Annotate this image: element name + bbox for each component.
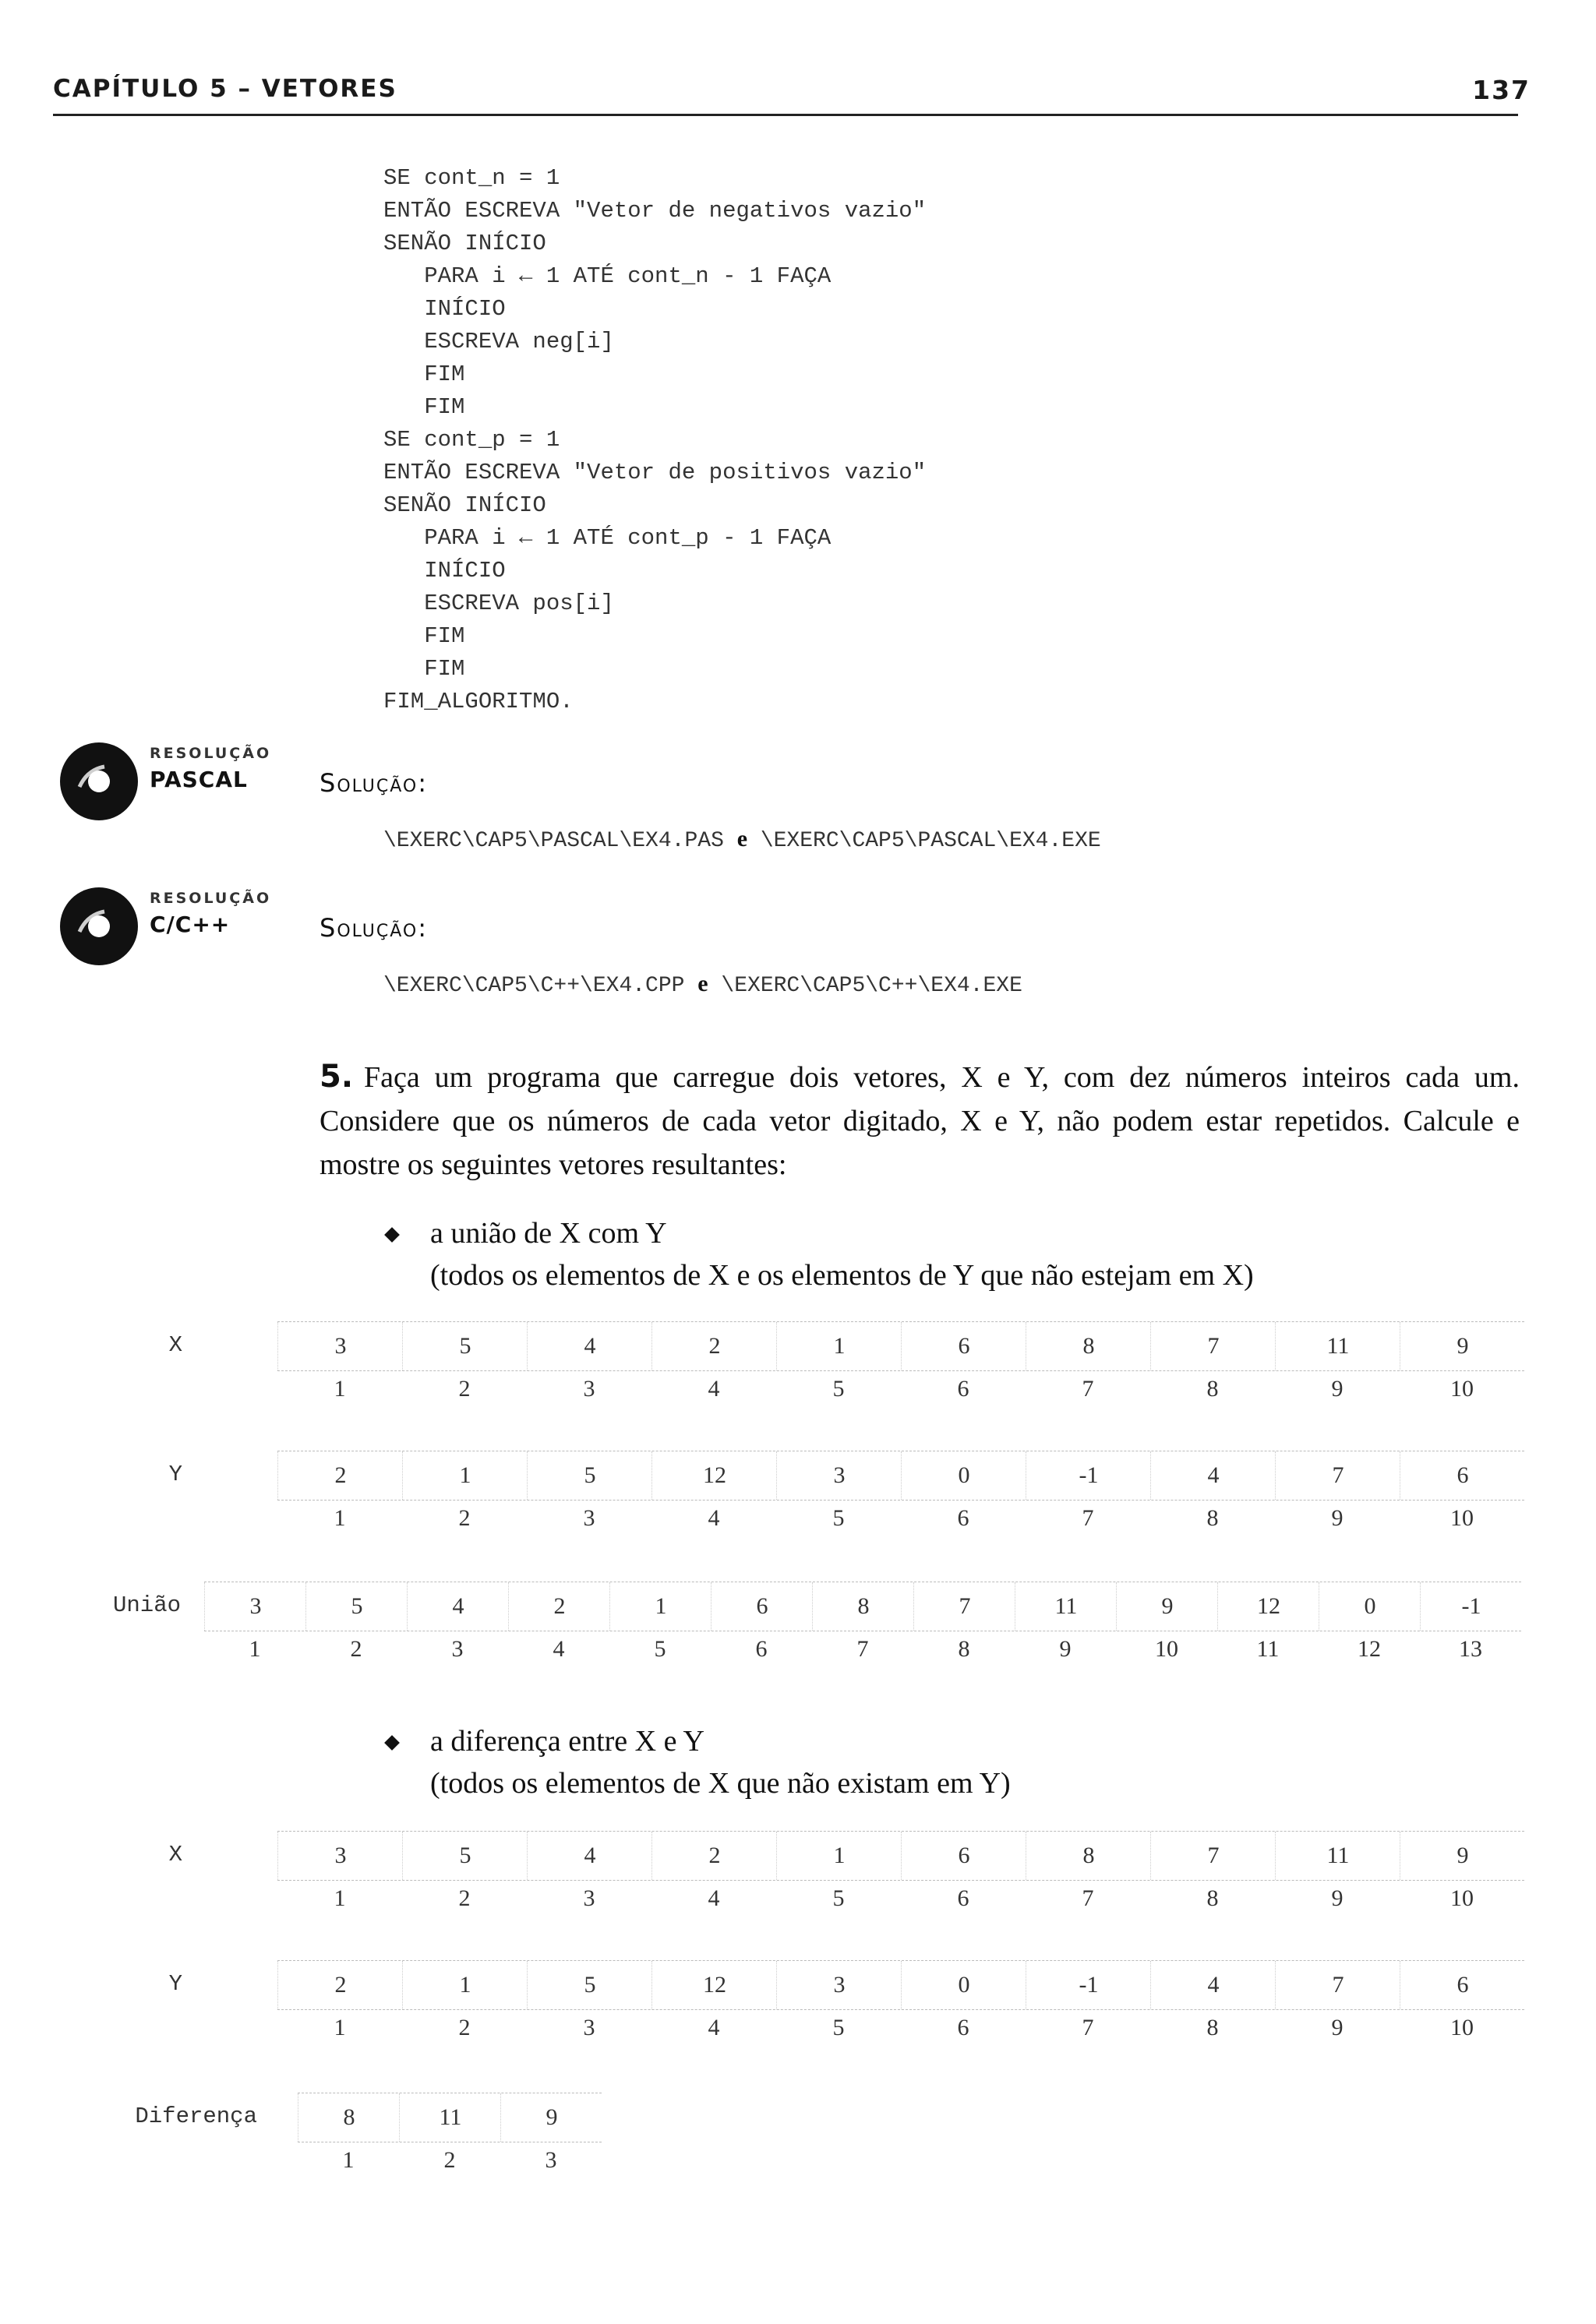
vector-cell: 2 xyxy=(277,1451,403,1500)
solution-label: Solução: xyxy=(320,768,429,798)
exercise-statement xyxy=(320,1055,1520,1187)
vector-cell: 6 xyxy=(1400,1451,1525,1500)
page-header xyxy=(53,75,1531,116)
vector-index: 1 xyxy=(342,2147,355,2173)
vector-index: 2 xyxy=(458,2015,471,2040)
solution-files xyxy=(383,826,1101,853)
vector-index: 4 xyxy=(708,2015,720,2040)
vector-cell: 8 xyxy=(298,2093,400,2142)
vector-name: Diferença xyxy=(135,2104,257,2129)
vector-index: 1 xyxy=(249,1636,261,1662)
page-number: 137 xyxy=(1472,75,1531,105)
code-line: SE cont_n = 1 xyxy=(383,165,560,191)
vector-index: 3 xyxy=(583,1885,595,1911)
vector-cell: 7 xyxy=(1150,1832,1276,1880)
vector-cell: 6 xyxy=(901,1322,1026,1370)
code-line: PARA i ← 1 ATÉ cont_n - 1 FAÇA xyxy=(383,263,832,289)
bullet-union xyxy=(387,1212,1254,1296)
vector-index: 7 xyxy=(1082,1885,1094,1911)
vector-cell: -1 xyxy=(1420,1582,1522,1631)
vector-cell: 4 xyxy=(527,1832,652,1880)
vector-index: 10 xyxy=(1450,1505,1474,1531)
vector-cell: 1 xyxy=(402,1451,528,1500)
vector-cell: 9 xyxy=(1400,1832,1525,1880)
vector-cell: 2 xyxy=(508,1582,610,1631)
vector-cell: 5 xyxy=(305,1582,408,1631)
vector-cell: 4 xyxy=(1150,1961,1276,2009)
vector-index: 1 xyxy=(334,1505,346,1531)
vector-cell: 0 xyxy=(901,1451,1026,1500)
vector-cell: 11 xyxy=(1275,1832,1400,1880)
code-line: ESCREVA neg[i] xyxy=(383,329,614,354)
vector-cell: 5 xyxy=(402,1832,528,1880)
exercise-text: Faça um programa que carregue dois vetores, X e Y, com dez números inteiros cada um. Considere que os números de cada vetor digitado, X e Y, não podem estar repetidos. Calcule e mostre os seguintes vetores resultantes: xyxy=(320,1061,1520,1181)
solution-label: Solução: xyxy=(320,913,429,943)
vector-index: 8 xyxy=(1206,2015,1219,2040)
vector-index: 9 xyxy=(1331,1505,1344,1531)
vector-index: 3 xyxy=(583,1505,595,1531)
vector-index: 6 xyxy=(755,1636,768,1662)
vector-cell: 3 xyxy=(204,1582,306,1631)
file-path: \EXERC\CAP5\C++\EX4.CPP xyxy=(383,974,685,998)
vector-cell: 9 xyxy=(500,2093,602,2142)
resolution-language: PASCAL xyxy=(150,767,248,792)
vector-cell: 2 xyxy=(651,1832,777,1880)
vector-index: 9 xyxy=(1331,2015,1344,2040)
vector-cells xyxy=(277,1960,1524,2010)
vector-index: 4 xyxy=(708,1505,720,1531)
vector-index: 6 xyxy=(957,1885,969,1911)
code-line: INÍCIO xyxy=(383,558,506,584)
vector-cell: 0 xyxy=(1319,1582,1421,1631)
diamond-bullet-icon xyxy=(384,1735,400,1751)
vector-cell: 3 xyxy=(776,1451,902,1500)
vector-cell: 1 xyxy=(609,1582,711,1631)
vector-cell: 2 xyxy=(651,1322,777,1370)
conjunction: e xyxy=(736,826,748,852)
vector-cell: 5 xyxy=(527,1451,652,1500)
vector-cell: 8 xyxy=(1026,1322,1151,1370)
pseudocode-block xyxy=(383,162,926,718)
code-line: FIM xyxy=(383,361,465,387)
vector-cell: 9 xyxy=(1400,1322,1525,1370)
vector-cell: 6 xyxy=(711,1582,813,1631)
code-line: INÍCIO xyxy=(383,296,506,322)
vector-cell: -1 xyxy=(1026,1961,1151,2009)
vector-index: 7 xyxy=(856,1636,869,1662)
code-line: SE cont_p = 1 xyxy=(383,427,560,453)
vector-cell: 5 xyxy=(527,1961,652,2009)
vector-index: 8 xyxy=(1206,1885,1219,1911)
vector-index: 9 xyxy=(1331,1885,1344,1911)
vector-index: 2 xyxy=(443,2147,456,2173)
vector-index: 3 xyxy=(583,2015,595,2040)
vector-index: 1 xyxy=(334,1376,346,1402)
conjunction: e xyxy=(697,971,708,996)
file-path: \EXERC\CAP5\PASCAL\EX4.PAS xyxy=(383,829,724,853)
vector-index: 1 xyxy=(334,1885,346,1911)
vector-cells xyxy=(277,1321,1524,1371)
vector-index: 2 xyxy=(458,1885,471,1911)
vector-cell: 9 xyxy=(1116,1582,1218,1631)
vector-cell: 1 xyxy=(402,1961,528,2009)
code-line: ESCREVA pos[i] xyxy=(383,591,614,616)
vector-cell: 3 xyxy=(277,1322,403,1370)
exercise-number: 5. xyxy=(320,1059,354,1095)
file-path: \EXERC\CAP5\PASCAL\EX4.EXE xyxy=(760,829,1101,853)
vector-index: 13 xyxy=(1459,1636,1482,1662)
solution-files xyxy=(383,971,1022,998)
vector-index: 2 xyxy=(350,1636,362,1662)
vector-index: 9 xyxy=(1059,1636,1072,1662)
vector-index: 2 xyxy=(458,1376,471,1402)
vector-cell: 11 xyxy=(1275,1322,1400,1370)
vector-name: Y xyxy=(168,1462,182,1487)
file-path: \EXERC\CAP5\C++\EX4.EXE xyxy=(721,974,1022,998)
vector-name: X xyxy=(168,1332,182,1358)
vector-name: União xyxy=(112,1592,181,1618)
chapter-title: CAPÍTULO 5 – VETORES xyxy=(53,75,397,103)
bullet-description: (todos os elementos de X e os elementos de Y que não estejam em X) xyxy=(430,1259,1254,1292)
resolution-label: RESOLUÇÃO xyxy=(150,890,272,907)
vector-index: 10 xyxy=(1450,1376,1474,1402)
vector-cell: 5 xyxy=(402,1322,528,1370)
vector-index: 6 xyxy=(957,2015,969,2040)
vector-index: 5 xyxy=(832,2015,845,2040)
code-line: SENÃO INÍCIO xyxy=(383,231,546,256)
vector-cell: 4 xyxy=(1150,1451,1276,1500)
vector-index: 8 xyxy=(1206,1505,1219,1531)
vector-cell: 1 xyxy=(776,1322,902,1370)
vector-index: 8 xyxy=(958,1636,970,1662)
resolution-language: C/C++ xyxy=(150,912,231,937)
diamond-bullet-icon xyxy=(384,1227,400,1243)
vector-index: 3 xyxy=(583,1376,595,1402)
vector-index: 5 xyxy=(832,1505,845,1531)
vector-index: 1 xyxy=(334,2015,346,2040)
code-line: FIM xyxy=(383,623,465,649)
vector-cell: -1 xyxy=(1026,1451,1151,1500)
disc-icon xyxy=(56,739,142,824)
vector-index: 3 xyxy=(451,1636,464,1662)
vector-cell: 7 xyxy=(913,1582,1015,1631)
vector-cell: 11 xyxy=(1015,1582,1117,1631)
vector-cell: 4 xyxy=(527,1322,652,1370)
vector-index: 10 xyxy=(1155,1636,1178,1662)
resolution-badge-pascal xyxy=(56,739,290,824)
disc-icon xyxy=(56,883,142,969)
vector-index: 5 xyxy=(832,1376,845,1402)
vector-index: 4 xyxy=(708,1885,720,1911)
bullet-difference xyxy=(387,1720,1011,1804)
vector-index: 2 xyxy=(458,1505,471,1531)
vector-index: 5 xyxy=(832,1885,845,1911)
vector-cell: 3 xyxy=(277,1832,403,1880)
resolution-label: RESOLUÇÃO xyxy=(150,745,272,762)
vector-cell: 4 xyxy=(407,1582,509,1631)
vector-index: 12 xyxy=(1358,1636,1381,1662)
vector-cell: 7 xyxy=(1150,1322,1276,1370)
vector-cells xyxy=(298,2093,602,2142)
vector-cell: 6 xyxy=(1400,1961,1525,2009)
vector-cell: 12 xyxy=(1217,1582,1319,1631)
vector-index: 11 xyxy=(1256,1636,1280,1662)
vector-cell: 11 xyxy=(399,2093,501,2142)
vector-index: 3 xyxy=(545,2147,557,2173)
vector-cells xyxy=(277,1831,1524,1881)
vector-index: 6 xyxy=(957,1505,969,1531)
vector-cell: 1 xyxy=(776,1832,902,1880)
vector-name: Y xyxy=(168,1971,182,1997)
vector-index: 7 xyxy=(1082,1376,1094,1402)
bullet-description: (todos os elementos de X que não existam em Y) xyxy=(430,1767,1011,1800)
bullet-title: a união de X com Y xyxy=(430,1217,667,1250)
code-line: FIM xyxy=(383,656,465,682)
vector-name: X xyxy=(168,1842,182,1867)
vector-cell: 2 xyxy=(277,1961,403,2009)
resolution-badge-cpp xyxy=(56,883,290,969)
vector-index: 6 xyxy=(957,1376,969,1402)
vector-index: 9 xyxy=(1331,1376,1344,1402)
vector-index: 5 xyxy=(654,1636,666,1662)
vector-cell: 12 xyxy=(651,1451,777,1500)
vector-cells xyxy=(204,1582,1521,1631)
vector-cells xyxy=(277,1451,1524,1501)
vector-index: 10 xyxy=(1450,1885,1474,1911)
vector-cell: 0 xyxy=(901,1961,1026,2009)
vector-cell: 7 xyxy=(1275,1451,1400,1500)
vector-index: 4 xyxy=(708,1376,720,1402)
bullet-title: a diferença entre X e Y xyxy=(430,1725,704,1758)
vector-index: 7 xyxy=(1082,2015,1094,2040)
vector-index: 8 xyxy=(1206,1376,1219,1402)
vector-index: 10 xyxy=(1450,2015,1474,2040)
vector-cell: 12 xyxy=(651,1961,777,2009)
vector-cell: 3 xyxy=(776,1961,902,2009)
code-line: FIM_ALGORITMO. xyxy=(383,689,574,714)
code-line: ENTÃO ESCREVA "Vetor de negativos vazio" xyxy=(383,198,927,224)
code-line: ENTÃO ESCREVA "Vetor de positivos vazio" xyxy=(383,460,927,485)
vector-cell: 6 xyxy=(901,1832,1026,1880)
vector-index: 7 xyxy=(1082,1505,1094,1531)
code-line: SENÃO INÍCIO xyxy=(383,492,546,518)
vector-index: 4 xyxy=(553,1636,565,1662)
code-line: FIM xyxy=(383,394,465,420)
code-line: PARA i ← 1 ATÉ cont_p - 1 FAÇA xyxy=(383,525,832,551)
vector-cell: 7 xyxy=(1275,1961,1400,2009)
vector-cell: 8 xyxy=(1026,1832,1151,1880)
vector-cell: 8 xyxy=(812,1582,914,1631)
